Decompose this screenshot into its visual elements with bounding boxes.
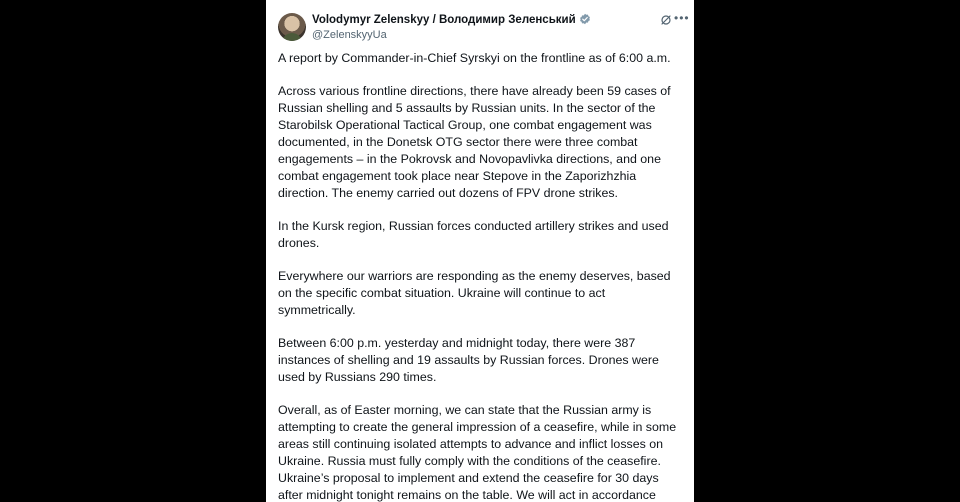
post-paragraph: In the Kursk region, Russian forces conducted artillery strikes and used drones.	[278, 219, 669, 250]
post-paragraph: Everywhere our warriors are responding as the enemy deserves, based on the specific combat situation. Ukraine will continue to act symmetrically.	[278, 269, 671, 317]
author-row[interactable]	[312, 13, 591, 28]
post-paragraph: Between 6:00 p.m. yesterday and midnight today, there were 387 instances of shelling and 19 assaults by Russian forces. Drones were used by Russians 290 times.	[278, 336, 659, 384]
post-paragraph: Across various frontline directions, there have already been 59 cases of Russian shelling and 5 assaults by Russian units. In the sector of the Starobilsk Operational Tactical Group, one combat engagement was documented, in the Donetsk OTG sector there were three combat engagements – in the Pokrovsk and Novopavlivka directions, and one combat engagement took place near Stepove in the Zaporizhzhia direction. The enemy carried out dozens of FPV drone strikes.	[278, 84, 671, 200]
post-text	[278, 50, 682, 502]
more-options-icon[interactable]: •••	[674, 11, 690, 25]
avatar[interactable]	[278, 13, 306, 41]
avatar-shirt	[282, 33, 302, 41]
post-card	[266, 0, 694, 502]
post-header	[278, 11, 690, 44]
verified-badge-icon	[579, 13, 591, 25]
grok-icon[interactable]	[660, 14, 672, 26]
author-handle[interactable]: @ZelenskyyUa	[312, 29, 387, 41]
post-paragraph: Overall, as of Easter morning, we can state that the Russian army is attempting to create the general impression of a ceasefire, while in some areas still continuing isolated attempts to advance and inflict losses on Ukraine. Russia must fully comply with the conditions of the ceasefire. Ukraine’s proposal to implement and extend the ceasefire for 30 days after midnight tonight remains on the table. We will act in accordance	[278, 403, 677, 502]
author-name[interactable]: Volodymyr Zelenskyy / Володимир Зеленський	[312, 14, 576, 26]
post-paragraph: A report by Commander-in-Chief Syrskyi on the frontline as of 6:00 a.m.	[278, 51, 671, 65]
